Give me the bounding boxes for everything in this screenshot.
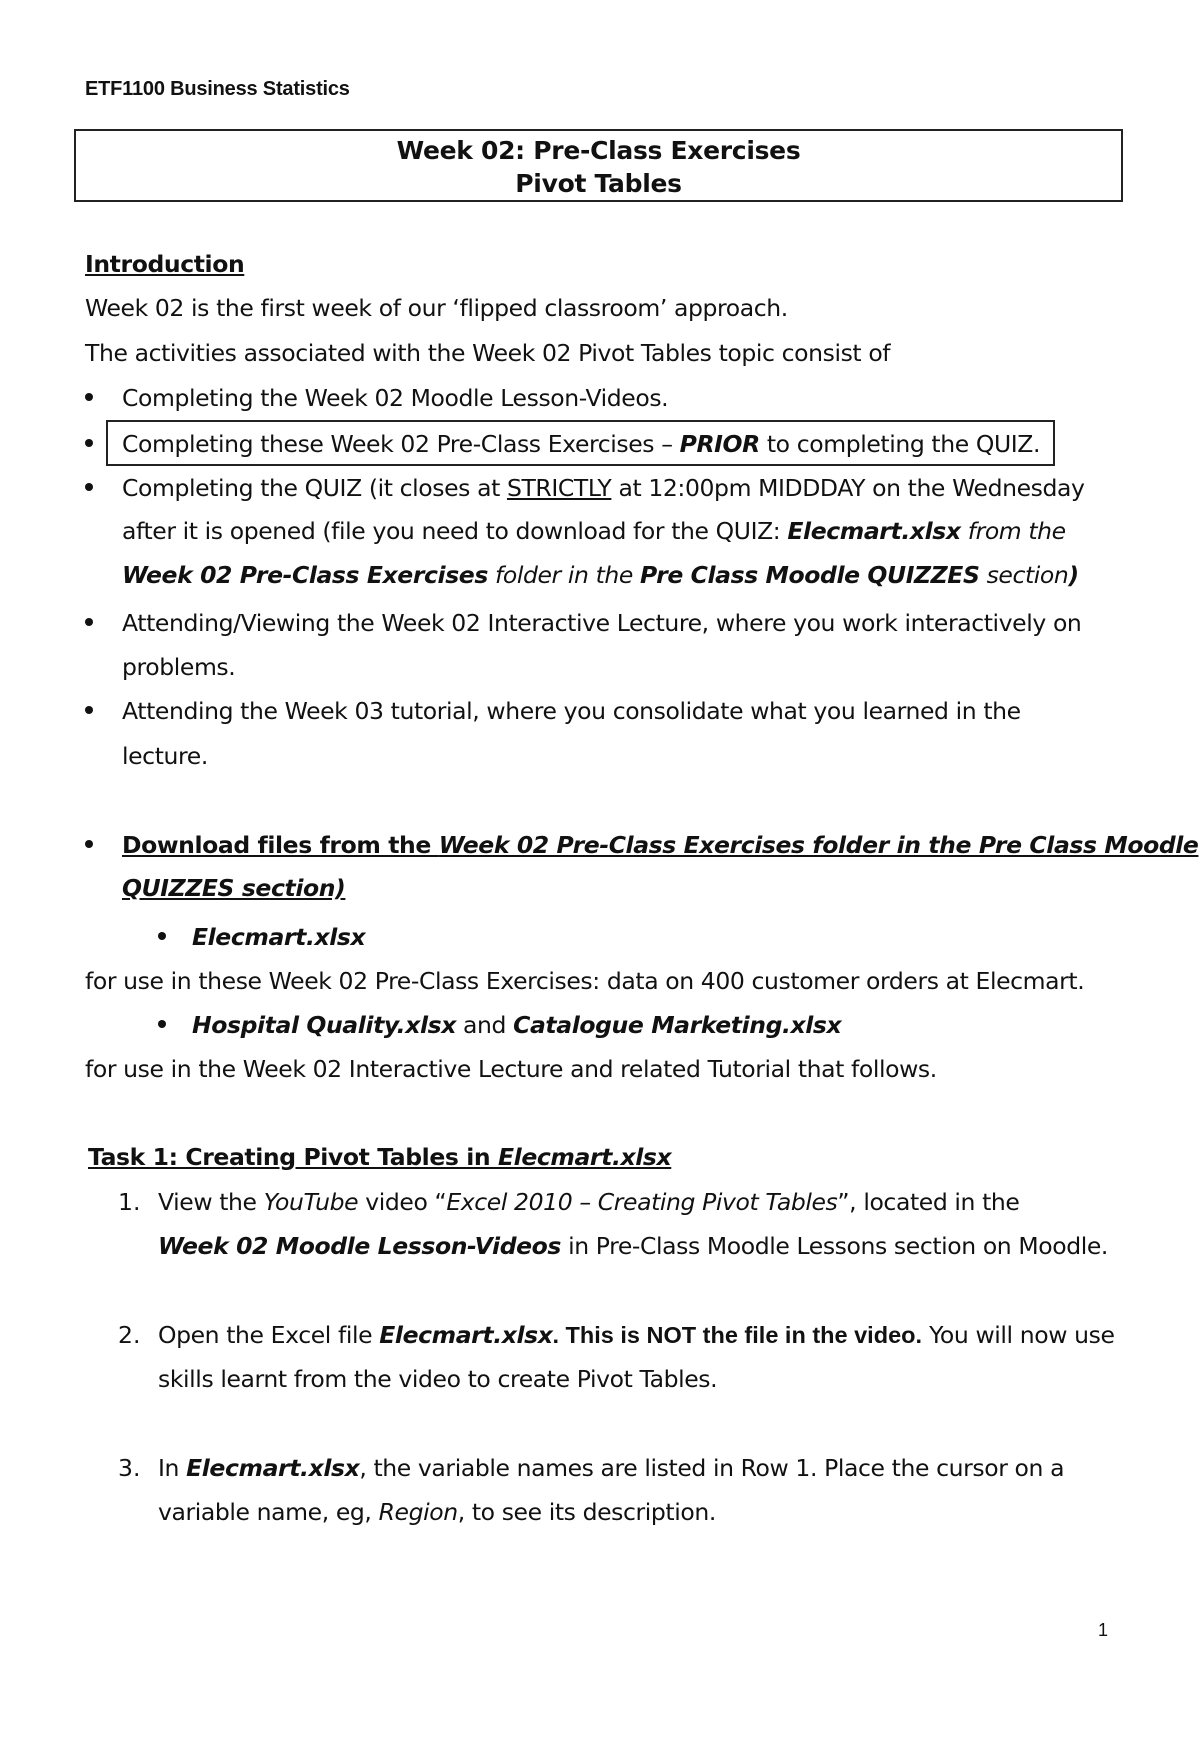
page-number: 1: [1098, 1620, 1109, 1640]
step-number: 2.: [118, 1321, 141, 1349]
course-header: ETF1100 Business Statistics: [85, 78, 350, 100]
step-1-line-1: View the YouTube video “Excel 2010 – Creating Pivot Tables”, located in the: [158, 1188, 1020, 1216]
bullet-item-5-line-2: lecture.: [122, 742, 208, 770]
bullet-item-4-line-1: Attending/Viewing the Week 02 Interactive Lecture, where you work interactively on: [122, 609, 1082, 637]
bullet-marker: [85, 439, 93, 447]
bullet-marker: [85, 393, 93, 401]
page-title: Week 02: Pre-Class Exercises: [396, 136, 801, 165]
bullet-marker: [158, 1020, 166, 1028]
intro-paragraph-1: Week 02 is the first week of our ‘flipped classroom’ approach.: [85, 294, 788, 322]
file-elecmart: Elecmart.xlsx: [192, 923, 366, 951]
file-hospital-catalogue-note: for use in the Week 02 Interactive Lecture and related Tutorial that follows.: [85, 1055, 937, 1083]
bullet-item-3-line-1: Completing the QUIZ (it closes at STRICTLY at 12:00pm MIDDDAY on the Wednesday: [122, 474, 1085, 502]
bullet-item-4-line-2: problems.: [122, 653, 236, 681]
bullet-item-3-line-3: Week 02 Pre-Class Exercises folder in the Pre Class Moodle QUIZZES section): [122, 561, 1079, 589]
download-line-2: QUIZZES section): [122, 874, 346, 902]
file-elecmart-note: for use in these Week 02 Pre-Class Exercises: data on 400 customer orders at Elecmart.: [85, 967, 1085, 995]
step-1-line-2: Week 02 Moodle Lesson-Videos in Pre-Class Moodle Lessons section on Moodle.: [158, 1232, 1108, 1260]
file-hospital-catalogue: Hospital Quality.xlsx and Catalogue Marketing.xlsx: [192, 1011, 842, 1039]
bullet-marker: [85, 706, 93, 714]
task1-heading: Task 1: Creating Pivot Tables in Elecmart.xlsx: [88, 1143, 672, 1171]
page-subtitle: Pivot Tables: [515, 169, 682, 198]
bullet-marker: [85, 618, 93, 626]
intro-paragraph-2: The activities associated with the Week 02 Pivot Tables topic consist of: [85, 339, 891, 367]
download-line-1: Download files from the Week 02 Pre-Class Exercises folder in the Pre Class Moodle: [122, 831, 1199, 859]
step-3-line-2: variable name, eg, Region, to see its description.: [158, 1498, 716, 1526]
bullet-item-3-line-2: after it is opened (file you need to download for the QUIZ: Elecmart.xlsx from the: [122, 517, 1066, 545]
bullet-marker: [85, 840, 93, 848]
step-2-line-1: Open the Excel file Elecmart.xlsx. This is NOT the file in the video. You will now use: [158, 1321, 1115, 1349]
intro-heading: Introduction: [85, 250, 245, 278]
step-number: 1.: [118, 1188, 141, 1216]
bullet-marker: [158, 932, 166, 940]
title-box: [74, 129, 1123, 202]
step-2-line-2: skills learnt from the video to create Pivot Tables.: [158, 1365, 718, 1393]
bullet-marker: [85, 483, 93, 491]
step-3-line-1: In Elecmart.xlsx, the variable names are listed in Row 1. Place the cursor on a: [158, 1454, 1065, 1482]
step-number: 3.: [118, 1454, 141, 1482]
bullet-item-2: Completing these Week 02 Pre-Class Exercises – PRIOR to completing the QUIZ.: [122, 430, 1041, 458]
bullet-item-1: Completing the Week 02 Moodle Lesson-Videos.: [122, 384, 669, 412]
bullet-item-5-line-1: Attending the Week 03 tutorial, where you consolidate what you learned in the: [122, 697, 1021, 725]
